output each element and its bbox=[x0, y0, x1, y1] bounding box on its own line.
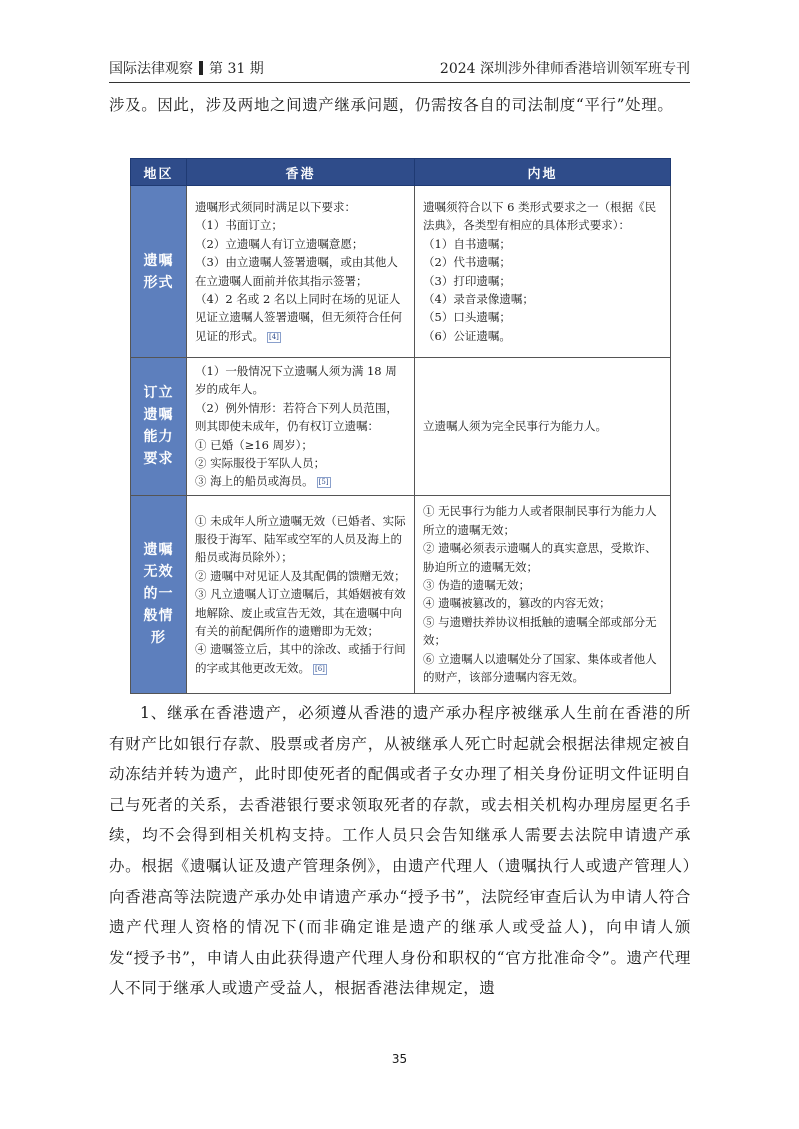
mainland-cell bbox=[415, 495, 671, 693]
header-left bbox=[109, 58, 264, 78]
comparison-table bbox=[130, 158, 671, 694]
special-issue-title: 2024 深圳涉外律师香港培训领军班专刊 bbox=[439, 61, 690, 77]
mainland-line: ⑥ 立遗嘱人以遗嘱处分了国家、集体或者他人的财产，该部分遗嘱内容无效。 bbox=[423, 651, 657, 684]
hongkong-line: （2）例外情形：若符合下列人员范围，则其即使未成年，仍有权订立遗嘱： bbox=[195, 400, 398, 434]
hongkong-line: ④ 遗嘱签立后，其中的涂改、或插于行间的字或其他更改无效。 [6] bbox=[195, 642, 406, 675]
mainland-line: ① 无民事行为能力人或者限制民事行为能力人所立的遗嘱无效； bbox=[423, 504, 657, 537]
page-number: 35 bbox=[391, 1052, 408, 1066]
issue-number: 第 31 期 bbox=[209, 61, 264, 77]
row-label-line: 形 bbox=[151, 630, 166, 647]
row-label bbox=[131, 358, 187, 496]
table-row bbox=[131, 358, 671, 496]
citation-marker[interactable]: [6] bbox=[315, 664, 325, 673]
mainland-line: 立遗嘱人须为完全民事行为能力人。 bbox=[423, 419, 607, 434]
hongkong-cell bbox=[187, 495, 415, 693]
hongkong-line: （4）2 名或 2 名以上同时在场的见证人见证立遗嘱人签署遗嘱，但无须符合任何见证的形式。 [4] bbox=[195, 291, 402, 343]
header-hongkong: 香港 bbox=[187, 159, 415, 186]
mainland-line: （2）代书遗嘱； bbox=[423, 255, 511, 270]
mainland-line: （5）口头遗嘱； bbox=[423, 310, 511, 325]
mainland-line: ③ 伪造的遗嘱无效； bbox=[423, 577, 531, 592]
hongkong-line: 遗嘱形式须同时满足以下要求： bbox=[195, 199, 356, 214]
mainland-line: （3）打印遗嘱； bbox=[423, 273, 511, 288]
table-row bbox=[131, 186, 671, 358]
hongkong-line: ③ 凡立遗嘱人订立遗嘱后，其婚姻被有效地解除、废止或宣告无效，其在遗嘱中向有关的前配偶所作的遗赠即为无效； bbox=[195, 587, 406, 638]
mainland-line: ⑤ 与遗赠扶养协议相抵触的遗嘱全部或部分无效； bbox=[423, 614, 657, 648]
mainland-cell bbox=[415, 186, 671, 358]
header-rule bbox=[109, 82, 690, 83]
table-header-row bbox=[131, 159, 671, 186]
row-label-line: 般情 bbox=[143, 608, 174, 625]
header-divider bbox=[199, 61, 203, 75]
mainland-line: （6）公证遗嘱。 bbox=[423, 328, 511, 343]
hongkong-line: （3）由立遗嘱人签署遗嘱，或由其他人在立遗嘱人面前并依其指示签署； bbox=[195, 255, 398, 288]
intro-paragraph: 涉及。因此，涉及两地之间遗产继承问题，仍需按各自的司法制度“平行”处理。 bbox=[109, 96, 674, 114]
mainland-line: ② 遗嘱必须表示遗嘱人的真实意思，受欺诈、胁迫所立的遗嘱无效； bbox=[423, 541, 657, 574]
journal-name: 国际法律观察 bbox=[109, 61, 193, 77]
row-label-line: 形式 bbox=[143, 274, 174, 291]
mainland-line: （4）录音录像遗嘱； bbox=[423, 291, 534, 306]
body-paragraph: 1、继承在香港遗产，必须遵从香港的遗产承办程序被继承人生前在香港的所有财产比如银行存款、股票或者房产，从被继承人死亡时起就会根据法律规定被自动冻结并转为遗产，此时即使死者的配偶或者子女办理了相关身份证明文件证明自己与死者的关系，去香港银行要求领取死者的存款，或去相关机构办理房屋更名手续，均不会得到相关机构支持。工作人员只会告知继承人需要去法院申请遗产承办。根据《遗嘱认证及遗产管理条例》，由遗产代理人（遗嘱执行人或遗产管理人）向香港高等法院遗产承办处申请遗产承办“授予书”，法院经审查后认为申请人符合遗产代理人资格的情况下(而非确定谁是遗产的继承人或受益人)，向申请人颁发“授予书”，申请人由此获得遗产代理人身份和职权的“官方批准命令”。遗产代理人不同于继承人或遗产受益人，根据香港法律规定，遗 bbox=[109, 704, 691, 998]
row-label bbox=[131, 495, 187, 693]
mainland-line: （1）自书遗嘱； bbox=[423, 236, 511, 251]
hongkong-cell bbox=[187, 186, 415, 358]
running-header bbox=[109, 58, 690, 80]
mainland-line: ④ 遗嘱被篡改的，篡改的内容无效； bbox=[423, 596, 611, 611]
hongkong-line: ① 未成年人所立遗嘱无效（已婚者、实际服役于海军、陆军或空军的人员及海上的船员或海员除外）； bbox=[195, 513, 406, 565]
hongkong-line: （1）一般情况下立遗嘱人须为满 18 周岁的成年人。 bbox=[195, 364, 397, 397]
row-label-line: 遗嘱 bbox=[143, 407, 174, 424]
hongkong-cell bbox=[187, 358, 415, 496]
hongkong-line: ② 实际服役于军队人员； bbox=[195, 456, 326, 471]
header-region: 地区 bbox=[131, 159, 187, 186]
row-label-line: 遗嘱 bbox=[143, 252, 174, 269]
row-label bbox=[131, 186, 187, 358]
row-label-line: 遗嘱 bbox=[143, 542, 174, 559]
mainland-cell bbox=[415, 358, 671, 496]
citation-marker[interactable]: [4] bbox=[269, 332, 279, 341]
row-label-line: 无效 bbox=[143, 564, 174, 581]
row-label-line: 订立 bbox=[143, 385, 174, 402]
mainland-line: 遗嘱须符合以下 6 类形式要求之一（根据《民法典》，各类型有相应的具体形式要求）： bbox=[423, 199, 657, 233]
row-label-line: 要求 bbox=[143, 451, 174, 468]
table-row bbox=[131, 495, 671, 693]
hongkong-line: （2）立遗嘱人有订立遗嘱意愿； bbox=[195, 236, 364, 251]
hongkong-line: ① 已婚（≥16 周岁）； bbox=[195, 437, 313, 452]
row-label-line: 能力 bbox=[143, 429, 174, 446]
row-label-line: 的一 bbox=[143, 586, 174, 603]
citation-marker[interactable]: [5] bbox=[318, 478, 329, 487]
hongkong-line: ② 遗嘱中对见证人及其配偶的馈赠无效； bbox=[195, 568, 406, 583]
hongkong-line: ③ 海上的船员或海员。 [5] bbox=[195, 474, 329, 489]
header-mainland: 内地 bbox=[415, 159, 671, 186]
hongkong-line: （1）书面订立； bbox=[195, 218, 283, 233]
